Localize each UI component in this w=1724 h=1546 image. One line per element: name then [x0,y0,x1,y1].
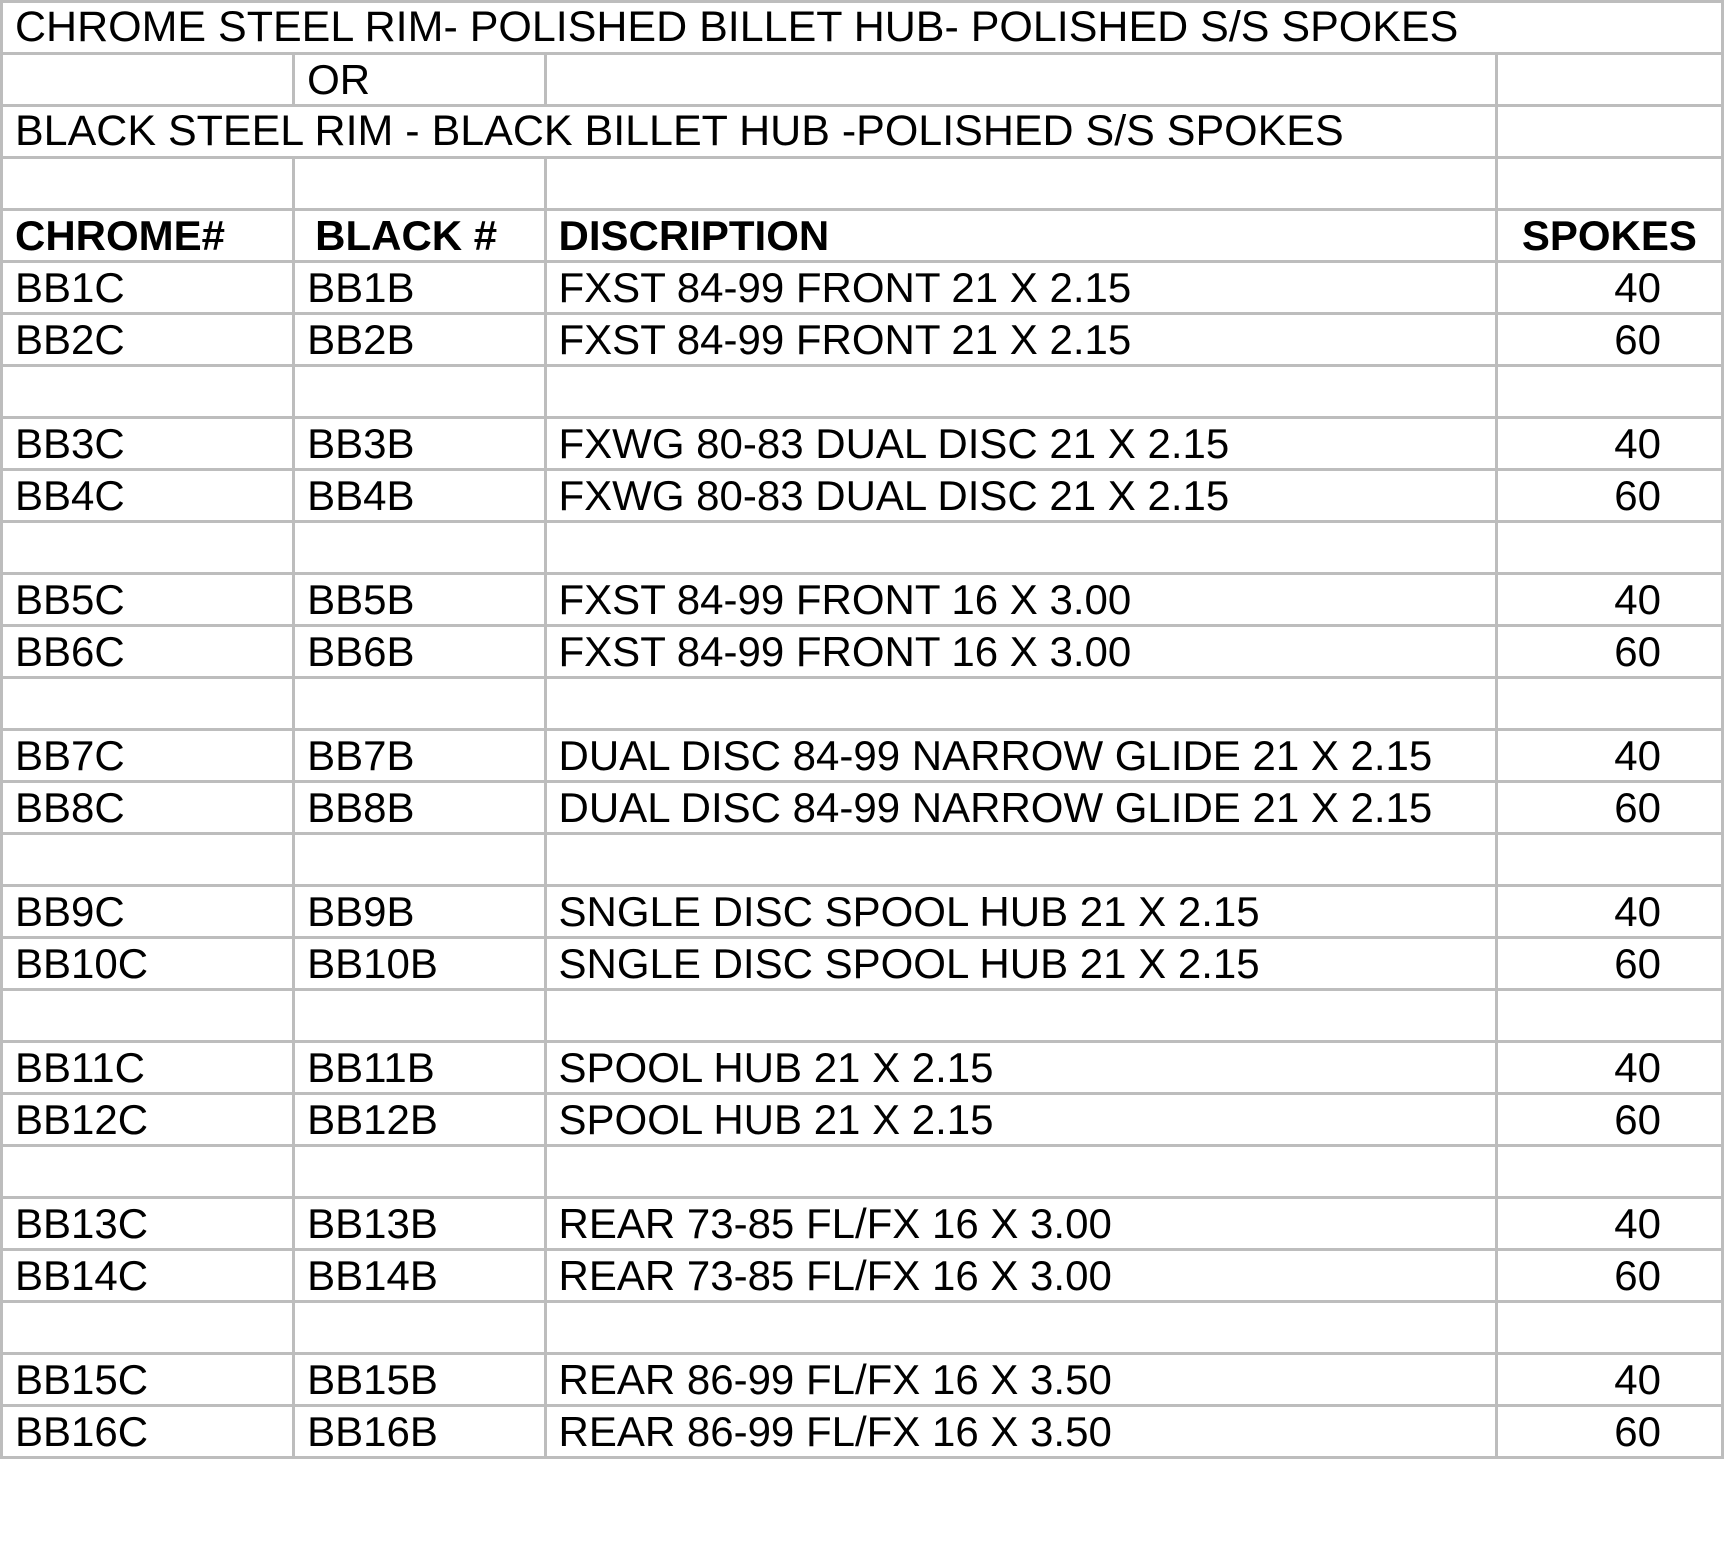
spoke-count: 60 [1496,1094,1722,1146]
chrome-part-number: BB14C [2,1250,294,1302]
empty-cell [294,1146,545,1198]
description: SPOOL HUB 21 X 2.15 [545,1042,1496,1094]
empty-cell [545,1302,1496,1354]
empty-cell [1496,1302,1722,1354]
title-row-2 [2,106,1723,158]
spacer-row [2,834,1723,886]
table-row [2,938,1723,990]
table-row [2,730,1723,782]
black-part-number: BB16B [294,1406,545,1458]
header-row [2,210,1723,262]
empty-cell [1496,158,1722,210]
black-part-number: BB4B [294,470,545,522]
chrome-part-number: BB3C [2,418,294,470]
chrome-part-number: BB11C [2,1042,294,1094]
header-chrome: CHROME# [2,210,294,262]
empty-cell [2,54,294,106]
black-part-number: BB14B [294,1250,545,1302]
chrome-part-number: BB4C [2,470,294,522]
empty-cell [1496,834,1722,886]
description: DUAL DISC 84-99 NARROW GLIDE 21 X 2.15 [545,730,1496,782]
black-part-number: BB6B [294,626,545,678]
empty-cell [545,54,1496,106]
header-spokes: SPOKES [1496,210,1722,262]
parts-table-body [2,2,1723,1458]
empty-cell [2,678,294,730]
black-part-number: BB11B [294,1042,545,1094]
description: SNGLE DISC SPOOL HUB 21 X 2.15 [545,938,1496,990]
spoke-count: 60 [1496,314,1722,366]
title-line-1: CHROME STEEL RIM- POLISHED BILLET HUB- POLISHED S/S SPOKES [2,2,1723,54]
empty-cell [2,366,294,418]
spacer-row [2,522,1723,574]
spacer-row [2,158,1723,210]
title-or: OR [294,54,545,106]
empty-cell [294,1302,545,1354]
empty-cell [1496,678,1722,730]
spacer-row [2,366,1723,418]
empty-cell [294,522,545,574]
description: FXST 84-99 FRONT 21 X 2.15 [545,262,1496,314]
spacer-row [2,1302,1723,1354]
spoke-count: 60 [1496,470,1722,522]
description: REAR 86-99 FL/FX 16 X 3.50 [545,1354,1496,1406]
description: DUAL DISC 84-99 NARROW GLIDE 21 X 2.15 [545,782,1496,834]
empty-cell [2,1146,294,1198]
black-part-number: BB12B [294,1094,545,1146]
spoke-count: 60 [1496,626,1722,678]
empty-cell [1496,990,1722,1042]
spoke-count: 60 [1496,1250,1722,1302]
spoke-count: 40 [1496,886,1722,938]
description: FXST 84-99 FRONT 16 X 3.00 [545,626,1496,678]
spoke-count: 40 [1496,1042,1722,1094]
spoke-count: 60 [1496,938,1722,990]
table-row [2,1198,1723,1250]
black-part-number: BB15B [294,1354,545,1406]
title-row-1 [2,2,1723,54]
header-description: DISCRIPTION [545,210,1496,262]
chrome-part-number: BB1C [2,262,294,314]
description: FXWG 80-83 DUAL DISC 21 X 2.15 [545,470,1496,522]
empty-cell [1496,54,1722,106]
spacer-row [2,678,1723,730]
empty-cell [545,834,1496,886]
empty-cell [545,990,1496,1042]
chrome-part-number: BB8C [2,782,294,834]
empty-cell [1496,522,1722,574]
empty-cell [2,522,294,574]
spoke-count: 60 [1496,782,1722,834]
description: SNGLE DISC SPOOL HUB 21 X 2.15 [545,886,1496,938]
chrome-part-number: BB13C [2,1198,294,1250]
empty-cell [1496,366,1722,418]
empty-cell [545,158,1496,210]
table-row [2,262,1723,314]
empty-cell [1496,106,1722,158]
black-part-number: BB7B [294,730,545,782]
black-part-number: BB1B [294,262,545,314]
table-row [2,1094,1723,1146]
table-row [2,626,1723,678]
empty-cell [294,834,545,886]
table-row [2,1042,1723,1094]
description: REAR 73-85 FL/FX 16 X 3.00 [545,1250,1496,1302]
chrome-part-number: BB5C [2,574,294,626]
description: SPOOL HUB 21 X 2.15 [545,1094,1496,1146]
empty-cell [2,1302,294,1354]
title-line-2: BLACK STEEL RIM - BLACK BILLET HUB -POLISHED S/S SPOKES [2,106,1497,158]
spoke-count: 60 [1496,1406,1722,1458]
empty-cell [294,678,545,730]
description: FXST 84-99 FRONT 16 X 3.00 [545,574,1496,626]
chrome-part-number: BB9C [2,886,294,938]
chrome-part-number: BB10C [2,938,294,990]
black-part-number: BB10B [294,938,545,990]
description: REAR 86-99 FL/FX 16 X 3.50 [545,1406,1496,1458]
spoke-count: 40 [1496,1354,1722,1406]
table-row [2,314,1723,366]
empty-cell [294,158,545,210]
table-row [2,574,1723,626]
empty-cell [2,158,294,210]
black-part-number: BB5B [294,574,545,626]
chrome-part-number: BB6C [2,626,294,678]
spoke-count: 40 [1496,418,1722,470]
chrome-part-number: BB15C [2,1354,294,1406]
table-row [2,418,1723,470]
spacer-row [2,1146,1723,1198]
spoke-count: 40 [1496,574,1722,626]
empty-cell [545,678,1496,730]
empty-cell [294,990,545,1042]
empty-cell [2,990,294,1042]
spacer-row [2,990,1723,1042]
black-part-number: BB2B [294,314,545,366]
title-row-or [2,54,1723,106]
empty-cell [2,834,294,886]
chrome-part-number: BB2C [2,314,294,366]
spoke-count: 40 [1496,730,1722,782]
table-row [2,886,1723,938]
empty-cell [1496,1146,1722,1198]
empty-cell [294,366,545,418]
chrome-part-number: BB7C [2,730,294,782]
spoke-count: 40 [1496,1198,1722,1250]
description: FXWG 80-83 DUAL DISC 21 X 2.15 [545,418,1496,470]
description: REAR 73-85 FL/FX 16 X 3.00 [545,1198,1496,1250]
spoke-count: 40 [1496,262,1722,314]
black-part-number: BB9B [294,886,545,938]
empty-cell [545,1146,1496,1198]
empty-cell [545,366,1496,418]
header-black: BLACK # [294,210,545,262]
empty-cell [545,522,1496,574]
table-row [2,1250,1723,1302]
chrome-part-number: BB12C [2,1094,294,1146]
black-part-number: BB13B [294,1198,545,1250]
description: FXST 84-99 FRONT 21 X 2.15 [545,314,1496,366]
table-row [2,1406,1723,1458]
table-row [2,1354,1723,1406]
chrome-part-number: BB16C [2,1406,294,1458]
black-part-number: BB3B [294,418,545,470]
black-part-number: BB8B [294,782,545,834]
table-row [2,782,1723,834]
table-row [2,470,1723,522]
